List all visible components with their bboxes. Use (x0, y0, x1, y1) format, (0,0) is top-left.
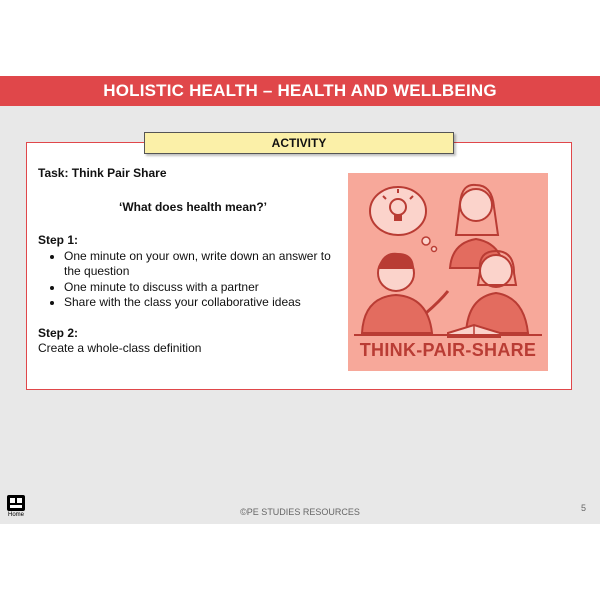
activity-tab: ACTIVITY (144, 132, 454, 154)
step2-heading: Step 2: (38, 325, 79, 340)
slide (0, 76, 600, 524)
title-bar (0, 76, 600, 106)
list-item: • One minute on your own, write down an answer to the question (64, 249, 338, 280)
page-number: 5 (580, 503, 586, 513)
think-pair-share-illustration (348, 173, 548, 371)
activity-content (38, 166, 338, 357)
list-item: • Share with the class your collaborative ideas (64, 295, 338, 311)
home-label: Home (7, 512, 24, 518)
task-heading: Task: Think Pair Share (38, 166, 167, 180)
footer-copyright: ©PE STUDIES RESOURCES (240, 507, 360, 517)
step1-list (38, 249, 338, 311)
question-text: ‘What does health mean?’ (118, 199, 268, 214)
list-item: • One minute to discuss with a partner (64, 280, 338, 296)
step1-heading: Step 1: (38, 233, 79, 247)
slide-title: HOLISTIC HEALTH – HEALTH AND WELLBEING (103, 81, 497, 100)
step2-text: Create a whole-class definition (38, 341, 202, 355)
image-caption: THINK-PAIR-SHARE (359, 340, 537, 360)
